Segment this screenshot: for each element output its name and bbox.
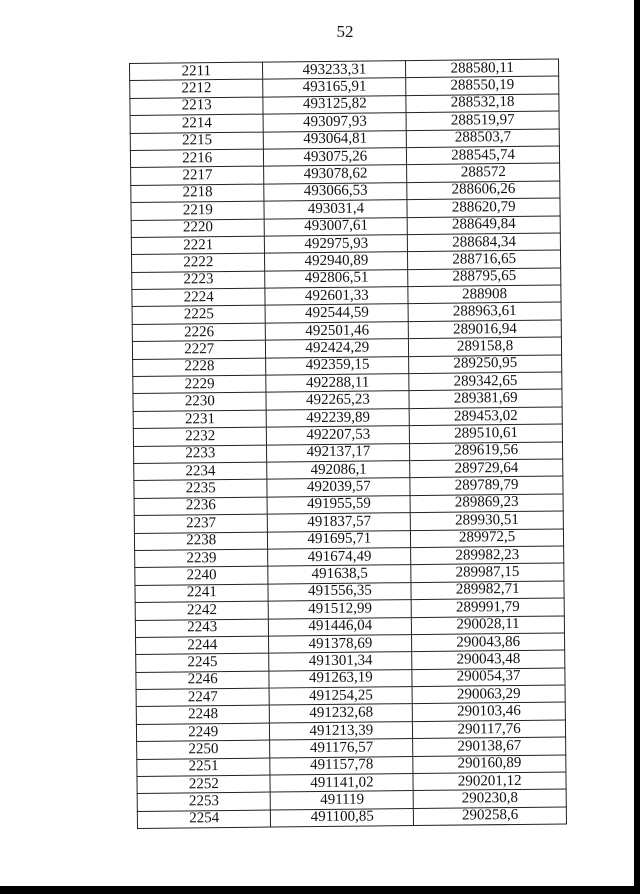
- x-coordinate-cell: 492940,89: [265, 252, 408, 271]
- y-coordinate-cell: 290201,12: [413, 772, 566, 791]
- point-number-cell: 2211: [130, 62, 264, 81]
- y-coordinate-cell: 288545,74: [407, 146, 560, 165]
- y-coordinate-cell: 290028,11: [412, 615, 565, 634]
- point-number-cell: 2212: [130, 79, 264, 98]
- y-coordinate-cell: 290043,86: [412, 633, 565, 652]
- y-coordinate-cell: 288716,65: [408, 250, 561, 269]
- point-number-cell: 2251: [137, 758, 271, 777]
- point-number-cell: 2215: [130, 132, 264, 151]
- y-coordinate-cell: 290054,37: [412, 668, 565, 687]
- y-coordinate-cell: 288532,18: [406, 94, 559, 113]
- point-number-cell: 2237: [134, 514, 268, 533]
- x-coordinate-cell: 492207,53: [267, 426, 410, 445]
- y-coordinate-cell: 289510,61: [410, 424, 563, 443]
- x-coordinate-cell: 491141,02: [270, 774, 413, 793]
- y-coordinate-cell: 289250,95: [409, 355, 562, 374]
- y-coordinate-cell: 290043,48: [412, 650, 565, 669]
- y-coordinate-cell: 290230,8: [413, 789, 566, 808]
- point-number-cell: 2229: [133, 375, 267, 394]
- x-coordinate-cell: 491213,39: [270, 721, 413, 740]
- y-coordinate-cell: 288519,97: [406, 111, 559, 130]
- x-coordinate-cell: 493066,53: [264, 182, 407, 201]
- x-coordinate-cell: 491301,34: [269, 652, 412, 671]
- x-coordinate-cell: 492544,59: [266, 304, 409, 323]
- point-number-cell: 2245: [136, 653, 270, 672]
- y-coordinate-cell: 289729,64: [410, 459, 563, 478]
- x-coordinate-cell: 493064,81: [264, 130, 407, 149]
- point-number-cell: 2230: [133, 393, 267, 412]
- point-number-cell: 2241: [135, 584, 269, 603]
- point-number-cell: 2247: [136, 688, 270, 707]
- point-number-cell: 2231: [133, 410, 267, 429]
- point-number-cell: 2232: [133, 427, 267, 446]
- point-number-cell: 2244: [136, 636, 270, 655]
- point-number-cell: 2227: [132, 340, 266, 359]
- y-coordinate-cell: 288503,7: [407, 129, 560, 148]
- x-coordinate-cell: 491695,71: [268, 530, 411, 549]
- point-number-cell: 2233: [134, 445, 268, 464]
- x-coordinate-cell: 493007,61: [265, 217, 408, 236]
- point-number-cell: 2223: [132, 271, 266, 290]
- point-number-cell: 2216: [130, 149, 264, 168]
- point-number-cell: 2249: [136, 723, 270, 742]
- x-coordinate-cell: 493031,4: [264, 200, 407, 219]
- x-coordinate-cell: 492975,93: [265, 234, 408, 253]
- point-number-cell: 2222: [132, 253, 266, 272]
- y-coordinate-cell: 290103,46: [413, 702, 566, 721]
- point-number-cell: 2213: [130, 97, 264, 116]
- x-coordinate-cell: 492501,46: [266, 321, 409, 340]
- coordinates-table: [129, 58, 567, 829]
- point-number-cell: 2214: [130, 114, 264, 133]
- point-number-cell: 2220: [131, 219, 265, 238]
- x-coordinate-cell: 492039,57: [267, 478, 410, 497]
- x-coordinate-cell: 492359,15: [266, 356, 409, 375]
- point-number-cell: 2234: [134, 462, 268, 481]
- point-number-cell: 2219: [131, 201, 265, 220]
- y-coordinate-cell: 289158,8: [409, 337, 562, 356]
- point-number-cell: 2218: [131, 184, 265, 203]
- x-coordinate-cell: 491837,57: [268, 513, 411, 532]
- y-coordinate-cell: 289987,15: [411, 563, 564, 582]
- x-coordinate-cell: 492288,11: [266, 374, 409, 393]
- point-number-cell: 2221: [131, 236, 265, 255]
- y-coordinate-cell: 288620,79: [407, 198, 560, 217]
- y-coordinate-cell: 289342,65: [409, 372, 562, 391]
- point-number-cell: 2254: [137, 810, 271, 829]
- x-coordinate-cell: 492806,51: [265, 269, 408, 288]
- x-coordinate-cell: 492601,33: [265, 287, 408, 306]
- y-coordinate-cell: 288550,19: [406, 76, 559, 95]
- x-coordinate-cell: 493233,31: [263, 61, 406, 80]
- y-coordinate-cell: 289982,71: [411, 581, 564, 600]
- point-number-cell: 2253: [137, 792, 271, 811]
- x-coordinate-cell: 493165,91: [263, 78, 406, 97]
- point-number-cell: 2239: [135, 549, 269, 568]
- x-coordinate-cell: 492137,17: [267, 443, 410, 462]
- point-number-cell: 2225: [132, 306, 266, 325]
- point-number-cell: 2248: [136, 706, 270, 725]
- y-coordinate-cell: 288649,84: [407, 216, 560, 235]
- y-coordinate-cell: 289619,56: [410, 442, 563, 461]
- x-coordinate-cell: 491263,19: [269, 669, 412, 688]
- x-coordinate-cell: 491955,59: [268, 495, 411, 514]
- x-coordinate-cell: 491638,5: [268, 565, 411, 584]
- y-coordinate-cell: 288684,34: [408, 233, 561, 252]
- point-number-cell: 2235: [134, 479, 268, 498]
- point-number-cell: 2217: [131, 166, 265, 185]
- x-coordinate-cell: 491556,35: [268, 582, 411, 601]
- point-number-cell: 2243: [135, 619, 269, 638]
- y-coordinate-cell: 289930,51: [411, 511, 564, 530]
- page-number: 52: [336, 22, 354, 41]
- x-coordinate-cell: 491100,85: [271, 808, 414, 827]
- y-coordinate-cell: 290063,29: [412, 685, 565, 704]
- y-coordinate-cell: 290258,6: [414, 807, 567, 826]
- x-coordinate-cell: 491254,25: [270, 687, 413, 706]
- y-coordinate-cell: 288580,11: [406, 59, 559, 78]
- x-coordinate-cell: 492265,23: [266, 391, 409, 410]
- x-coordinate-cell: 493078,62: [264, 165, 407, 184]
- x-coordinate-cell: 493097,93: [264, 113, 407, 132]
- x-coordinate-cell: 491674,49: [268, 548, 411, 567]
- y-coordinate-cell: 289453,02: [409, 407, 562, 426]
- x-coordinate-cell: 491176,57: [270, 739, 413, 758]
- x-coordinate-cell: 491512,99: [269, 600, 412, 619]
- x-coordinate-cell: 491378,69: [269, 634, 412, 653]
- y-coordinate-cell: 289991,79: [411, 598, 564, 617]
- point-number-cell: 2240: [135, 566, 269, 585]
- y-coordinate-cell: 289869,23: [410, 494, 563, 513]
- x-coordinate-cell: 491119: [271, 791, 414, 810]
- point-number-cell: 2250: [137, 740, 271, 759]
- y-coordinate-cell: 289972,5: [411, 529, 564, 548]
- x-coordinate-cell: 491232,68: [270, 704, 413, 723]
- y-coordinate-cell: 289016,94: [409, 320, 562, 339]
- y-coordinate-cell: 288606,26: [407, 181, 560, 200]
- y-coordinate-cell: 288572: [407, 163, 560, 182]
- y-coordinate-cell: 290160,89: [413, 755, 566, 774]
- y-coordinate-cell: 290138,67: [413, 737, 566, 756]
- x-coordinate-cell: 493125,82: [263, 95, 406, 114]
- y-coordinate-cell: 288908: [408, 285, 561, 304]
- point-number-cell: 2226: [132, 323, 266, 342]
- y-coordinate-cell: 289381,69: [409, 389, 562, 408]
- point-number-cell: 2238: [134, 532, 268, 551]
- x-coordinate-cell: 491446,04: [269, 617, 412, 636]
- y-coordinate-cell: 290117,76: [413, 720, 566, 739]
- point-number-cell: 2246: [136, 671, 270, 690]
- point-number-cell: 2228: [133, 358, 267, 377]
- x-coordinate-cell: 492424,29: [266, 339, 409, 358]
- y-coordinate-cell: 288795,65: [408, 268, 561, 287]
- y-coordinate-cell: 289789,79: [410, 476, 563, 495]
- point-number-cell: 2252: [137, 775, 271, 794]
- point-number-cell: 2242: [135, 601, 269, 620]
- point-number-cell: 2224: [132, 288, 266, 307]
- y-coordinate-cell: 289982,23: [411, 546, 564, 565]
- x-coordinate-cell: 492239,89: [267, 408, 410, 427]
- x-coordinate-cell: 493075,26: [264, 148, 407, 167]
- point-number-cell: 2236: [134, 497, 268, 516]
- x-coordinate-cell: 491157,78: [270, 756, 413, 775]
- coordinates-table-body: [130, 59, 567, 829]
- x-coordinate-cell: 492086,1: [267, 461, 410, 480]
- y-coordinate-cell: 288963,61: [408, 302, 561, 321]
